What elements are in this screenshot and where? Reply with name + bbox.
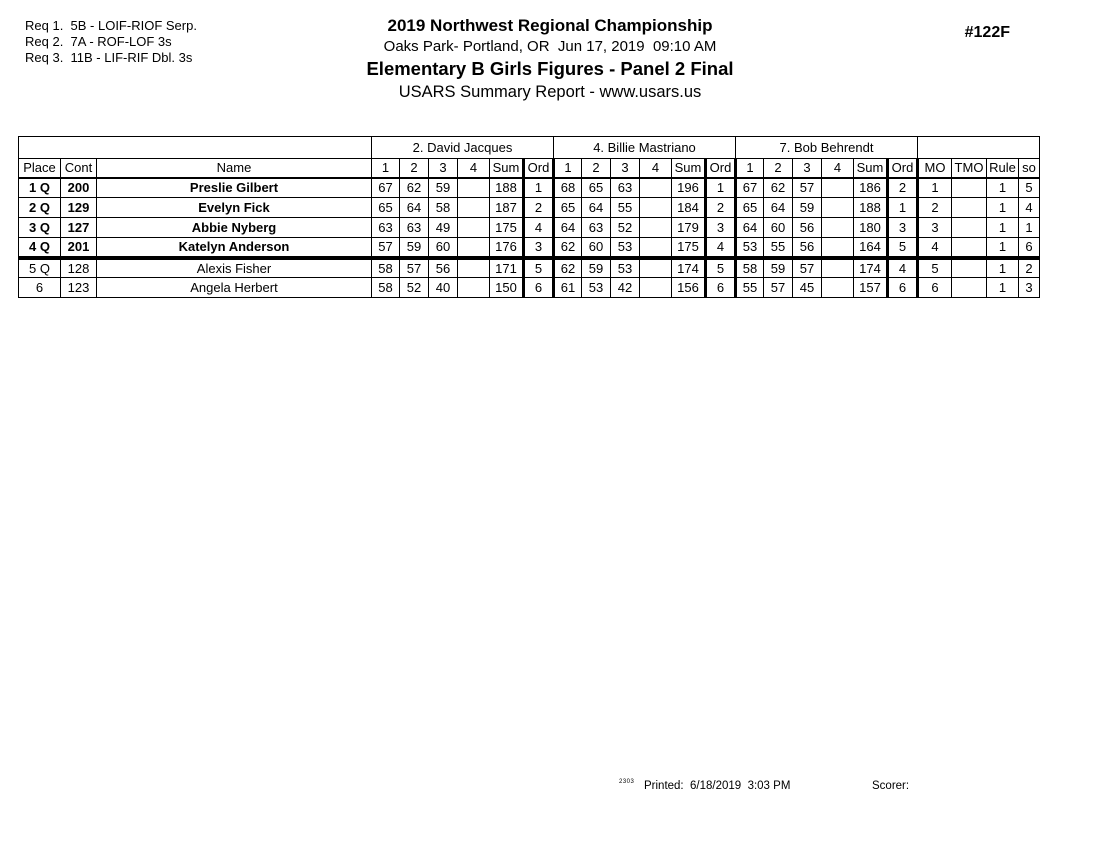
judge3-sum-cell: 180 bbox=[854, 218, 888, 238]
judge1-score4-cell bbox=[458, 178, 490, 198]
judge1-score4-cell bbox=[458, 238, 490, 258]
rule-cell: 1 bbox=[987, 218, 1019, 238]
mo-cell: 5 bbox=[918, 258, 952, 278]
so-cell: 4 bbox=[1019, 198, 1040, 218]
judge1-sum-cell: 171 bbox=[490, 258, 524, 278]
place-cell: 5 Q bbox=[19, 258, 61, 278]
judge3-score3-cell: 57 bbox=[793, 258, 822, 278]
judge1-ord-cell: 4 bbox=[524, 218, 554, 238]
so-cell: 6 bbox=[1019, 238, 1040, 258]
judge1-score2-cell: 63 bbox=[400, 218, 429, 238]
judge2-score1-cell: 65 bbox=[554, 198, 582, 218]
judge3-score1-cell: 58 bbox=[736, 258, 764, 278]
judge3-score3-cell: 57 bbox=[793, 178, 822, 198]
skater-name-cell: Alexis Fisher bbox=[97, 258, 372, 278]
col-header-sum: Sum bbox=[490, 159, 524, 178]
judge1-ord-cell: 2 bbox=[524, 198, 554, 218]
place-cell: 3 Q bbox=[19, 218, 61, 238]
judge1-score2-cell: 57 bbox=[400, 258, 429, 278]
judge1-score3-cell: 49 bbox=[429, 218, 458, 238]
judge-1-name: 2. David Jacques bbox=[372, 137, 554, 159]
event-title: Elementary B Girls Figures - Panel 2 Final bbox=[366, 58, 734, 79]
skater-name-cell: Katelyn Anderson bbox=[97, 238, 372, 258]
judge1-score3-cell: 56 bbox=[429, 258, 458, 278]
report-type: USARS Summary Report - www.usars.us bbox=[398, 83, 702, 101]
judge-2-name: 4. Billie Mastriano bbox=[554, 137, 736, 159]
judge2-score3-cell: 53 bbox=[611, 258, 640, 278]
judge3-score1-cell: 67 bbox=[736, 178, 764, 198]
tmo-cell bbox=[952, 238, 987, 258]
judge2-score1-cell: 62 bbox=[554, 238, 582, 258]
result-row bbox=[19, 218, 1040, 238]
skater-name-cell: Abbie Nyberg bbox=[97, 218, 372, 238]
results-table bbox=[18, 136, 1040, 298]
results-tbody bbox=[19, 178, 1040, 298]
judge3-score4-cell bbox=[822, 178, 854, 198]
judge1-score4-cell bbox=[458, 218, 490, 238]
judge3-score3-cell: 56 bbox=[793, 218, 822, 238]
judge3-score4-cell bbox=[822, 278, 854, 298]
judge2-score4-cell bbox=[640, 238, 672, 258]
judge3-ord-cell: 6 bbox=[888, 278, 918, 298]
col-header-cont: Cont bbox=[61, 159, 97, 178]
judge3-sum-cell: 157 bbox=[854, 278, 888, 298]
result-row bbox=[19, 278, 1040, 298]
judge-3-name: 7. Bob Behrendt bbox=[736, 137, 918, 159]
rule-cell: 1 bbox=[987, 198, 1019, 218]
place-cell: 4 Q bbox=[19, 238, 61, 258]
col-header-name: Name bbox=[97, 159, 372, 178]
judge1-score3-cell: 59 bbox=[429, 178, 458, 198]
judge2-score3-cell: 53 bbox=[611, 238, 640, 258]
judge2-sum-cell: 196 bbox=[672, 178, 706, 198]
judge3-score2-cell: 60 bbox=[764, 218, 793, 238]
judge2-score3-cell: 42 bbox=[611, 278, 640, 298]
judge2-ord-cell: 4 bbox=[706, 238, 736, 258]
judge3-score1-cell: 55 bbox=[736, 278, 764, 298]
judge3-score2-cell: 62 bbox=[764, 178, 793, 198]
judge2-score1-cell: 68 bbox=[554, 178, 582, 198]
judge1-sum-cell: 187 bbox=[490, 198, 524, 218]
col-header-ord: Ord bbox=[706, 159, 736, 178]
col-header-score2: 2 bbox=[764, 159, 793, 178]
scorer-label: Scorer: bbox=[872, 780, 910, 792]
judge2-sum-cell: 174 bbox=[672, 258, 706, 278]
judge2-score3-cell: 52 bbox=[611, 218, 640, 238]
so-cell: 2 bbox=[1019, 258, 1040, 278]
judge2-ord-cell: 6 bbox=[706, 278, 736, 298]
col-header-score1: 1 bbox=[372, 159, 400, 178]
judge2-sum-cell: 175 bbox=[672, 238, 706, 258]
col-header-score1: 1 bbox=[736, 159, 764, 178]
judge2-sum-cell: 156 bbox=[672, 278, 706, 298]
col-header-sum: Sum bbox=[854, 159, 888, 178]
col-header-score3: 3 bbox=[793, 159, 822, 178]
col-header-ord: Ord bbox=[888, 159, 918, 178]
judge3-sum-cell: 174 bbox=[854, 258, 888, 278]
judge2-score3-cell: 55 bbox=[611, 198, 640, 218]
skater-name-cell: Preslie Gilbert bbox=[97, 178, 372, 198]
col-header-so: so bbox=[1019, 159, 1040, 178]
judge2-score1-cell: 64 bbox=[554, 218, 582, 238]
judges-row-spacer-left bbox=[19, 137, 372, 159]
result-row bbox=[19, 198, 1040, 218]
judge3-score1-cell: 64 bbox=[736, 218, 764, 238]
championship-title: 2019 Northwest Regional Championship bbox=[387, 16, 713, 35]
mo-cell: 6 bbox=[918, 278, 952, 298]
judge2-ord-cell: 5 bbox=[706, 258, 736, 278]
judge3-ord-cell: 5 bbox=[888, 238, 918, 258]
judges-header-row bbox=[19, 137, 1040, 159]
judge1-sum-cell: 176 bbox=[490, 238, 524, 258]
contestant-number-cell: 127 bbox=[61, 218, 97, 238]
col-header-score4: 4 bbox=[640, 159, 672, 178]
judge3-ord-cell: 4 bbox=[888, 258, 918, 278]
col-header-sum: Sum bbox=[672, 159, 706, 178]
judge3-score3-cell: 56 bbox=[793, 238, 822, 258]
judge3-ord-cell: 3 bbox=[888, 218, 918, 238]
judge1-score1-cell: 58 bbox=[372, 258, 400, 278]
judge1-score2-cell: 59 bbox=[400, 238, 429, 258]
col-header-score4: 4 bbox=[458, 159, 490, 178]
judge2-score2-cell: 63 bbox=[582, 218, 611, 238]
rule-cell: 1 bbox=[987, 238, 1019, 258]
judge1-ord-cell: 5 bbox=[524, 258, 554, 278]
so-cell: 5 bbox=[1019, 178, 1040, 198]
title-block bbox=[0, 15, 1100, 104]
contestant-number-cell: 200 bbox=[61, 178, 97, 198]
requirement-line-3: Req 3. 11B - LIF-RIF Dbl. 3s bbox=[25, 50, 193, 65]
judge2-score4-cell bbox=[640, 198, 672, 218]
col-header-ord: Ord bbox=[524, 159, 554, 178]
rule-cell: 1 bbox=[987, 258, 1019, 278]
judge3-score2-cell: 59 bbox=[764, 258, 793, 278]
judge3-sum-cell: 164 bbox=[854, 238, 888, 258]
print-marker: 2303 bbox=[619, 779, 635, 785]
result-row bbox=[19, 178, 1040, 198]
judge1-score1-cell: 67 bbox=[372, 178, 400, 198]
mo-cell: 2 bbox=[918, 198, 952, 218]
judge2-score1-cell: 62 bbox=[554, 258, 582, 278]
place-cell: 1 Q bbox=[19, 178, 61, 198]
judge2-ord-cell: 2 bbox=[706, 198, 736, 218]
judge2-ord-cell: 3 bbox=[706, 218, 736, 238]
skater-name-cell: Evelyn Fick bbox=[97, 198, 372, 218]
judge2-score2-cell: 60 bbox=[582, 238, 611, 258]
tmo-cell bbox=[952, 178, 987, 198]
judge2-score4-cell bbox=[640, 258, 672, 278]
contestant-number-cell: 129 bbox=[61, 198, 97, 218]
judge1-score3-cell: 58 bbox=[429, 198, 458, 218]
judge2-score2-cell: 53 bbox=[582, 278, 611, 298]
judge1-sum-cell: 188 bbox=[490, 178, 524, 198]
judges-row-spacer-right bbox=[918, 137, 1040, 159]
result-row bbox=[19, 258, 1040, 278]
col-header-score3: 3 bbox=[611, 159, 640, 178]
judge3-sum-cell: 188 bbox=[854, 198, 888, 218]
col-header-place: Place bbox=[19, 159, 61, 178]
skater-name-cell: Angela Herbert bbox=[97, 278, 372, 298]
col-header-tmo: TMO bbox=[952, 159, 987, 178]
judge2-score2-cell: 64 bbox=[582, 198, 611, 218]
judge2-ord-cell: 1 bbox=[706, 178, 736, 198]
tmo-cell bbox=[952, 258, 987, 278]
contestant-number-cell: 123 bbox=[61, 278, 97, 298]
judge1-sum-cell: 150 bbox=[490, 278, 524, 298]
result-row bbox=[19, 238, 1040, 258]
tmo-cell bbox=[952, 278, 987, 298]
so-cell: 3 bbox=[1019, 278, 1040, 298]
judge1-score3-cell: 60 bbox=[429, 238, 458, 258]
venue-datetime: Oaks Park- Portland, OR Jun 17, 2019 09:10 AM bbox=[383, 38, 717, 55]
judge1-ord-cell: 3 bbox=[524, 238, 554, 258]
contestant-number-cell: 128 bbox=[61, 258, 97, 278]
col-header-score2: 2 bbox=[582, 159, 611, 178]
judge3-score2-cell: 64 bbox=[764, 198, 793, 218]
judge1-score1-cell: 57 bbox=[372, 238, 400, 258]
judge1-score4-cell bbox=[458, 278, 490, 298]
requirement-line-2: Req 2. 7A - ROF-LOF 3s bbox=[25, 34, 172, 49]
contestant-number-cell: 201 bbox=[61, 238, 97, 258]
judge3-score3-cell: 59 bbox=[793, 198, 822, 218]
judge2-score2-cell: 59 bbox=[582, 258, 611, 278]
judge3-score2-cell: 57 bbox=[764, 278, 793, 298]
col-header-score4: 4 bbox=[822, 159, 854, 178]
judge2-sum-cell: 179 bbox=[672, 218, 706, 238]
judge2-score3-cell: 63 bbox=[611, 178, 640, 198]
place-cell: 6 bbox=[19, 278, 61, 298]
judge2-score2-cell: 65 bbox=[582, 178, 611, 198]
judge2-score1-cell: 61 bbox=[554, 278, 582, 298]
tmo-cell bbox=[952, 218, 987, 238]
judge3-ord-cell: 1 bbox=[888, 198, 918, 218]
judge1-score3-cell: 40 bbox=[429, 278, 458, 298]
tmo-cell bbox=[952, 198, 987, 218]
judge1-score4-cell bbox=[458, 198, 490, 218]
so-cell: 1 bbox=[1019, 218, 1040, 238]
place-cell: 2 Q bbox=[19, 198, 61, 218]
column-header-row bbox=[19, 159, 1040, 178]
judge1-score2-cell: 52 bbox=[400, 278, 429, 298]
rule-cell: 1 bbox=[987, 178, 1019, 198]
requirement-line-1: Req 1. 5B - LOIF-RIOF Serp. bbox=[25, 18, 197, 33]
judge3-score4-cell bbox=[822, 198, 854, 218]
col-header-score2: 2 bbox=[400, 159, 429, 178]
judge3-score1-cell: 53 bbox=[736, 238, 764, 258]
judge1-sum-cell: 175 bbox=[490, 218, 524, 238]
judge3-score4-cell bbox=[822, 218, 854, 238]
mo-cell: 3 bbox=[918, 218, 952, 238]
mo-cell: 1 bbox=[918, 178, 952, 198]
judge1-score1-cell: 65 bbox=[372, 198, 400, 218]
judge3-score1-cell: 65 bbox=[736, 198, 764, 218]
judge1-score4-cell bbox=[458, 258, 490, 278]
judge3-sum-cell: 186 bbox=[854, 178, 888, 198]
judge2-sum-cell: 184 bbox=[672, 198, 706, 218]
judge2-score4-cell bbox=[640, 178, 672, 198]
event-number: #122F bbox=[964, 24, 1010, 41]
judge1-score1-cell: 58 bbox=[372, 278, 400, 298]
judge1-score2-cell: 62 bbox=[400, 178, 429, 198]
judge2-score4-cell bbox=[640, 218, 672, 238]
judge1-ord-cell: 6 bbox=[524, 278, 554, 298]
col-header-rule: Rule bbox=[987, 159, 1019, 178]
judge3-score4-cell bbox=[822, 238, 854, 258]
judge3-score2-cell: 55 bbox=[764, 238, 793, 258]
judge1-ord-cell: 1 bbox=[524, 178, 554, 198]
mo-cell: 4 bbox=[918, 238, 952, 258]
judge3-score4-cell bbox=[822, 258, 854, 278]
judge2-score4-cell bbox=[640, 278, 672, 298]
judge3-score3-cell: 45 bbox=[793, 278, 822, 298]
printed-timestamp: Printed: 6/18/2019 3:03 PM bbox=[644, 780, 791, 792]
rule-cell: 1 bbox=[987, 278, 1019, 298]
col-header-score3: 3 bbox=[429, 159, 458, 178]
judge1-score2-cell: 64 bbox=[400, 198, 429, 218]
judge1-score1-cell: 63 bbox=[372, 218, 400, 238]
col-header-mo: MO bbox=[918, 159, 952, 178]
col-header-score1: 1 bbox=[554, 159, 582, 178]
judge3-ord-cell: 2 bbox=[888, 178, 918, 198]
